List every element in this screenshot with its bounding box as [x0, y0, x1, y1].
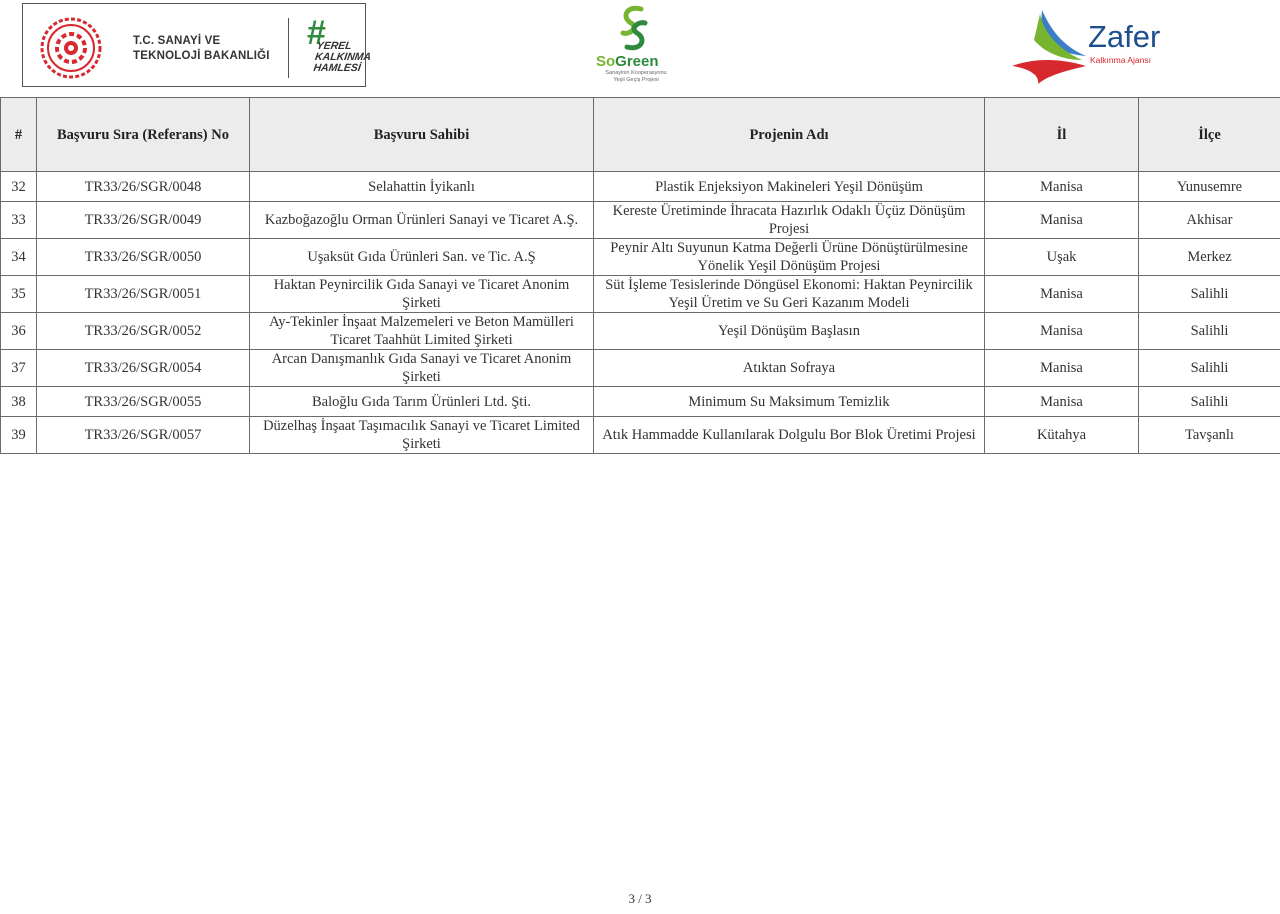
- header-province: İl: [985, 98, 1139, 172]
- cell-ref: TR33/26/SGR/0050: [37, 239, 250, 276]
- cell-province: Manisa: [985, 276, 1139, 313]
- cell-province: Manisa: [985, 350, 1139, 387]
- cell-num: 38: [1, 387, 37, 417]
- table-row: [1, 313, 1280, 350]
- cell-project: Atık Hammadde Kullanılarak Dolgulu Bor Blok Üretimi Projesi: [594, 417, 985, 454]
- yerel-line2: KALKINMA: [314, 51, 372, 63]
- header-ref: Başvuru Sıra (Referans) No: [37, 98, 250, 172]
- cell-num: 32: [1, 172, 37, 202]
- cell-district: Salihli: [1139, 313, 1280, 350]
- cell-project: Süt İşleme Tesislerinde Döngüsel Ekonomi: Haktan Peynircilik Yeşil Üretim ve Su Geri Kazanım Modeli: [594, 276, 985, 313]
- yerel-line1: YEREL: [315, 40, 353, 52]
- sogreen-subtitle: [598, 70, 674, 84]
- ministry-line1: T.C. SANAYİ VE: [133, 35, 221, 47]
- cell-num: 36: [1, 313, 37, 350]
- cell-project: Yeşil Dönüşüm Başlasın: [594, 313, 985, 350]
- zafer-logo-icon: [1010, 8, 1090, 84]
- table-header-row: [1, 98, 1280, 172]
- cell-num: 34: [1, 239, 37, 276]
- sogreen-logo-icon: [617, 3, 651, 53]
- cell-applicant: Ay-Tekinler İnşaat Malzemeleri ve Beton Mamülleri Ticaret Taahhüt Limited Şirketi: [250, 313, 594, 350]
- cell-ref: TR33/26/SGR/0052: [37, 313, 250, 350]
- zafer-title: Zafer: [1088, 19, 1161, 54]
- cell-province: Uşak: [985, 239, 1139, 276]
- cell-district: Akhisar: [1139, 202, 1280, 239]
- table-row: [1, 417, 1280, 454]
- table-row: [1, 350, 1280, 387]
- cell-num: 37: [1, 350, 37, 387]
- yerel-hash-icon: #: [307, 14, 326, 52]
- cell-applicant: Arcan Danışmanlık Gıda Sanayi ve Ticaret Anonim Şirketi: [250, 350, 594, 387]
- cell-applicant: Düzelhaş İnşaat Taşımacılık Sanayi ve Ticaret Limited Şirketi: [250, 417, 594, 454]
- cell-applicant: Uşaksüt Gıda Ürünleri San. ve Tic. A.Ş: [250, 239, 594, 276]
- cell-ref: TR33/26/SGR/0054: [37, 350, 250, 387]
- sogreen-title: [596, 53, 659, 70]
- cell-province: Manisa: [985, 172, 1139, 202]
- cell-ref: TR33/26/SGR/0048: [37, 172, 250, 202]
- ministry-line2: TEKNOLOJİ BAKANLIĞI: [133, 50, 270, 62]
- cell-applicant: Kazboğazoğlu Orman Ürünleri Sanayi ve Ticaret A.Ş.: [250, 202, 594, 239]
- header-district: İlçe: [1139, 98, 1280, 172]
- cell-ref: TR33/26/SGR/0051: [37, 276, 250, 313]
- table-row: [1, 172, 1280, 202]
- cell-district: Tavşanlı: [1139, 417, 1280, 454]
- cell-province: Manisa: [985, 202, 1139, 239]
- cell-province: Manisa: [985, 313, 1139, 350]
- sogreen-suffix: Green: [615, 53, 659, 70]
- table-row: [1, 202, 1280, 239]
- header-num: #: [1, 98, 37, 172]
- cell-num: 39: [1, 417, 37, 454]
- table-row: [1, 239, 1280, 276]
- cell-district: Salihli: [1139, 387, 1280, 417]
- cell-ref: TR33/26/SGR/0049: [37, 202, 250, 239]
- cell-project: Plastik Enjeksiyon Makineleri Yeşil Dönüşüm: [594, 172, 985, 202]
- ministry-logo-box: [22, 3, 372, 87]
- yerel-kalkinma-text: [313, 41, 374, 74]
- cell-project: Atıktan Sofraya: [594, 350, 985, 387]
- cell-project: Kereste Üretiminde İhracata Hazırlık Odaklı Üçüz Dönüşüm Projesi: [594, 202, 985, 239]
- zafer-subtitle: Kalkınma Ajansı: [1090, 55, 1151, 65]
- cell-project: Minimum Su Maksimum Temizlik: [594, 387, 985, 417]
- cell-applicant: Baloğlu Gıda Tarım Ürünleri Ltd. Şti.: [250, 387, 594, 417]
- logo-divider: [288, 18, 289, 78]
- page-number: 3 / 3: [628, 891, 652, 906]
- header-applicant: Başvuru Sahibi: [250, 98, 594, 172]
- cell-ref: TR33/26/SGR/0055: [37, 387, 250, 417]
- cell-district: Merkez: [1139, 239, 1280, 276]
- cell-province: Manisa: [985, 387, 1139, 417]
- sogreen-sub2: Yeşil Geçiş Projesi: [613, 77, 659, 83]
- cell-district: Salihli: [1139, 350, 1280, 387]
- header-project: Projenin Adı: [594, 98, 985, 172]
- cell-applicant: Haktan Peynircilik Gıda Sanayi ve Ticaret Anonim Şirketi: [250, 276, 594, 313]
- cell-district: Salihli: [1139, 276, 1280, 313]
- cell-num: 33: [1, 202, 37, 239]
- cell-ref: TR33/26/SGR/0057: [37, 417, 250, 454]
- cell-num: 35: [1, 276, 37, 313]
- ministry-gear-icon: [39, 16, 103, 80]
- table-row: [1, 276, 1280, 313]
- cell-district: Yunusemre: [1139, 172, 1280, 202]
- cell-project: Peynir Altı Suyunun Katma Değerli Ürüne Dönüştürülmesine Yönelik Yeşil Dönüşüm Projesi: [594, 239, 985, 276]
- sogreen-prefix: So: [596, 53, 616, 70]
- ministry-name: [133, 34, 270, 64]
- cell-applicant: Selahattin İyikanlı: [250, 172, 594, 202]
- cell-province: Kütahya: [985, 417, 1139, 454]
- table-row: [1, 387, 1280, 417]
- sogreen-sub1: Sanayinin Kooperasyonu: [605, 70, 667, 76]
- yerel-line3: HAMLESİ: [312, 62, 362, 74]
- results-table: [0, 97, 1280, 454]
